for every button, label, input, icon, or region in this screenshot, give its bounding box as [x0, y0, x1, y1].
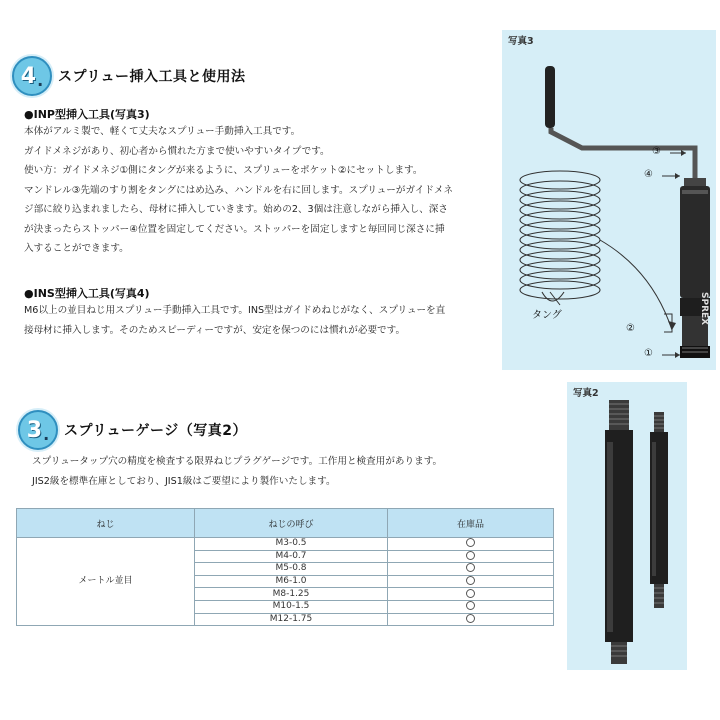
inp-description [24, 122, 453, 259]
size-cell: M3-0.5 [195, 538, 388, 551]
marker-1: ① [644, 348, 653, 359]
in-stock-circle-icon [466, 576, 475, 585]
photo-2-caption: 写真2 [573, 388, 599, 399]
tool-brand-text: SPREX [699, 292, 709, 326]
in-stock-circle-icon [466, 614, 475, 623]
section-3-title: スプリューゲージ（写真2） [64, 423, 247, 439]
text-line: ガイドメネジがあり、初心者から慣れた方まで使いやすいタイプです。 [24, 145, 330, 157]
marker-3: ③ [652, 146, 661, 157]
stock-cell [388, 550, 554, 563]
thread-type-cell: メートル並目 [17, 538, 195, 626]
text-line: マンドレル③先端のすり割をタングにはめ込み、ハンドルを右に回します。スプリューがガイドメネ [24, 184, 454, 196]
spring-coil-illustration [520, 171, 600, 301]
size-cell: M6-1.0 [195, 575, 388, 588]
gauge-size-table [16, 508, 554, 626]
section-3-badge: 3 . [18, 410, 58, 450]
table-row [17, 538, 554, 551]
column-header-size: ねじの呼び [195, 509, 388, 538]
section-3-description [32, 452, 442, 491]
marker-4: ④ [644, 169, 653, 180]
table-header-row [17, 509, 554, 538]
size-cell: M10-1.5 [195, 600, 388, 613]
stock-cell [388, 538, 554, 551]
in-stock-circle-icon [466, 601, 475, 610]
photo-2-panel [567, 382, 687, 670]
text-line: 使い方：ガイドメネジ①側にタングが来るように、スプリューをポケット②にセットします。 [24, 165, 423, 176]
thread-gauge-illustration [567, 382, 687, 670]
small-plug-gauge [650, 412, 668, 608]
text-line: 本体がアルミ製で、軽くて丈夫なスプリュー手動挿入工具です。 [24, 126, 301, 137]
ins-heading: ●INS型挿入工具(写真4) [24, 287, 150, 300]
tang-label: タング [532, 310, 562, 321]
large-plug-gauge [605, 400, 633, 664]
section-4-badge: 4 . [12, 56, 52, 96]
in-stock-circle-icon [466, 538, 475, 547]
inp-heading: ●INP型挿入工具(写真3) [24, 108, 150, 121]
stock-cell [388, 575, 554, 588]
size-cell: M8-1.25 [195, 588, 388, 601]
text-line: 接母材に挿入します。そのためスピーディーですが、安定を保つのには慣れが必要です。 [24, 324, 406, 336]
size-cell: M5-0.8 [195, 563, 388, 576]
stock-cell [388, 600, 554, 613]
text-line: JIS2級を標準在庫としており、JIS1級はご要望により製作いたします。 [32, 475, 336, 487]
photo-3-panel [502, 30, 716, 370]
text-line: ジ部に絞り込まれましたら、母材に挿入していきます。始めの2、3個は注意しながら挿入し、深さ [24, 204, 448, 215]
stock-cell [388, 563, 554, 576]
stock-cell [388, 613, 554, 626]
column-header-stock: 在庫品 [388, 509, 554, 538]
section-4-title: スプリュー挿入工具と使用法 [58, 69, 246, 85]
text-line: が決まったらストッパー④位置を固定してください。ストッパーを固定しますと毎回同じ深さに挿 [24, 223, 445, 235]
in-stock-circle-icon [466, 589, 475, 598]
section-3-heading [18, 410, 247, 450]
photo-3-caption: 写真3 [508, 36, 534, 47]
size-cell: M12-1.75 [195, 613, 388, 626]
text-line: スプリュータップ穴の精度を検査する限界ねじプラグゲージです。工作用と検査用があります。 [32, 456, 443, 467]
in-stock-circle-icon [466, 563, 475, 572]
marker-2: ② [626, 323, 635, 334]
column-header-thread: ねじ [17, 509, 195, 538]
section-4-heading [12, 56, 246, 96]
text-line: 入することができます。 [24, 243, 129, 254]
text-line: M6以上の並目ねじ用スプリュー手動挿入工具です。INS型はガイドめねじがなく、スプリューを直 [24, 305, 446, 316]
in-stock-circle-icon [466, 551, 475, 560]
stock-cell [388, 588, 554, 601]
ins-description [24, 301, 445, 340]
size-cell: M4-0.7 [195, 550, 388, 563]
